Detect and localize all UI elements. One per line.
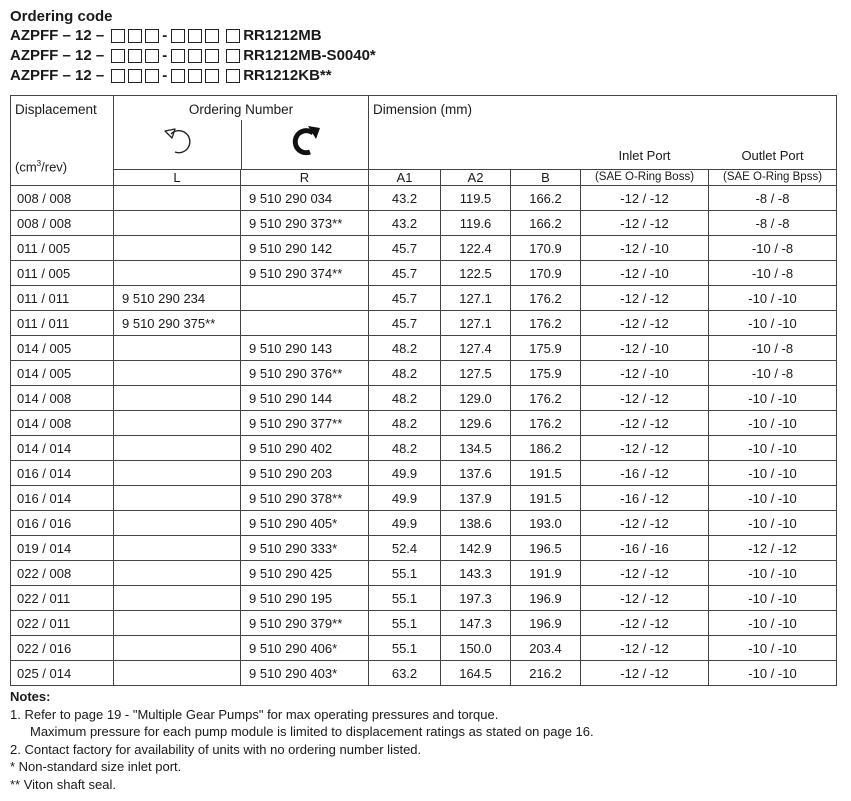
unit-pre: (cm: [15, 159, 37, 175]
outlet-port-label: Outlet Port: [741, 148, 804, 163]
cell-displacement: 011 / 005: [11, 236, 114, 261]
cell-ordering-R: 9 510 290 405*: [241, 511, 369, 536]
cell-A2: 127.1: [441, 311, 511, 336]
cell-displacement: 014 / 014: [11, 436, 114, 461]
cell-outlet-port: -10 / -10: [709, 611, 837, 636]
cell-A2: 137.6: [441, 461, 511, 486]
code-box: [226, 49, 240, 63]
cell-displacement: 014 / 008: [11, 386, 114, 411]
cell-B: 191.9: [511, 561, 581, 586]
cell-outlet-port: -8 / -8: [709, 211, 837, 236]
inlet-port-sub: (SAE O-Ring Boss): [594, 171, 695, 183]
table-row: [11, 411, 837, 436]
cell-displacement: 014 / 005: [11, 361, 114, 386]
table-row: [11, 661, 837, 686]
cell-A2: 197.3: [441, 586, 511, 611]
code-box: [171, 49, 185, 63]
cell-inlet-port: -12 / -10: [581, 361, 709, 386]
cell-A2: 164.5: [441, 661, 511, 686]
cell-A2: 127.4: [441, 336, 511, 361]
code-box: [128, 29, 142, 43]
cell-A1: 55.1: [369, 636, 441, 661]
ordering-code-line: [10, 66, 376, 86]
cell-ordering-R: 9 510 290 373**: [241, 211, 369, 236]
cell-B: 170.9: [511, 261, 581, 286]
cell-B: 193.0: [511, 511, 581, 536]
outlet-port-header: [709, 148, 837, 186]
table-row: [11, 336, 837, 361]
cell-displacement: 025 / 014: [11, 661, 114, 686]
code-box: [188, 29, 202, 43]
cell-B: 196.5: [511, 536, 581, 561]
table-row: [11, 386, 837, 411]
cell-ordering-L: [114, 536, 241, 561]
cell-inlet-port: -12 / -12: [581, 611, 709, 636]
cell-B: 166.2: [511, 211, 581, 236]
cell-A2: 142.9: [441, 536, 511, 561]
unit-sup: 3: [36, 159, 42, 168]
cell-outlet-port: -10 / -10: [709, 586, 837, 611]
cell-outlet-port: -10 / -10: [709, 486, 837, 511]
cell-A2: 127.1: [441, 286, 511, 311]
notes-title: Notes:: [10, 689, 51, 704]
code-box: [171, 29, 185, 43]
cell-ordering-L: [114, 636, 241, 661]
cell-B: 176.2: [511, 311, 581, 336]
cell-ordering-R: 9 510 290 374**: [241, 261, 369, 286]
cell-A1: 45.7: [369, 286, 441, 311]
cell-A1: 49.9: [369, 461, 441, 486]
cell-outlet-port: -10 / -10: [709, 636, 837, 661]
cell-outlet-port: -10 / -10: [709, 436, 837, 461]
table-row: [11, 636, 837, 661]
ordering-R-header: R: [241, 170, 369, 186]
displacement-unit: [15, 159, 113, 174]
cell-ordering-L: [114, 411, 241, 436]
cell-ordering-R: 9 510 290 034: [241, 186, 369, 211]
code-box: [128, 49, 142, 63]
cell-A2: 150.0: [441, 636, 511, 661]
cell-A1: 63.2: [369, 661, 441, 686]
cell-ordering-L: [114, 386, 241, 411]
code-prefix: AZPFF – 12 –: [10, 27, 105, 44]
cell-B: 166.2: [511, 186, 581, 211]
cell-displacement: 016 / 014: [11, 486, 114, 511]
cell-A1: 45.7: [369, 311, 441, 336]
cell-displacement: 016 / 016: [11, 511, 114, 536]
cell-ordering-R: 9 510 290 425: [241, 561, 369, 586]
cell-A2: 127.5: [441, 361, 511, 386]
cell-outlet-port: -10 / -10: [709, 286, 837, 311]
cell-ordering-L: [114, 461, 241, 486]
code-box: [188, 69, 202, 83]
cell-displacement: 019 / 014: [11, 536, 114, 561]
cell-outlet-port: -10 / -10: [709, 511, 837, 536]
ordering-number-header: [114, 96, 369, 170]
code-box: [128, 69, 142, 83]
code-box: [145, 29, 159, 43]
cell-inlet-port: -12 / -12: [581, 386, 709, 411]
code-dash: -: [162, 27, 168, 44]
cell-outlet-port: -10 / -10: [709, 661, 837, 686]
cell-outlet-port: -12 / -12: [709, 536, 837, 561]
cell-A1: 48.2: [369, 336, 441, 361]
cell-inlet-port: -12 / -12: [581, 436, 709, 461]
cell-outlet-port: -10 / -8: [709, 236, 837, 261]
dimension-label: Dimension (mm): [373, 102, 473, 117]
table-row: [11, 186, 837, 211]
cell-displacement: 016 / 014: [11, 461, 114, 486]
cell-ordering-R: [241, 286, 369, 311]
cell-displacement: 014 / 008: [11, 411, 114, 436]
table-row: [11, 361, 837, 386]
cell-ordering-R: [241, 311, 369, 336]
cell-outlet-port: -10 / -10: [709, 311, 837, 336]
cell-inlet-port: -12 / -12: [581, 586, 709, 611]
cell-B: 191.5: [511, 461, 581, 486]
cell-inlet-port: -12 / -12: [581, 286, 709, 311]
cell-B: 196.9: [511, 611, 581, 636]
cell-A1: 52.4: [369, 536, 441, 561]
cell-B: 203.4: [511, 636, 581, 661]
B-header: B: [511, 170, 581, 186]
cell-B: 175.9: [511, 336, 581, 361]
cell-A2: 147.3: [441, 611, 511, 636]
cell-A2: 122.5: [441, 261, 511, 286]
cell-outlet-port: -10 / -8: [709, 361, 837, 386]
ordering-code-header: [10, 8, 376, 86]
notes-section: [10, 688, 594, 793]
cell-A1: 55.1: [369, 561, 441, 586]
cell-inlet-port: -16 / -12: [581, 486, 709, 511]
note-line: 1. Refer to page 19 - "Multiple Gear Pumps" for max operating pressures and torque.: [10, 706, 499, 722]
code-box: [145, 69, 159, 83]
code-prefix: AZPFF – 12 –: [10, 67, 105, 84]
cell-B: 191.5: [511, 486, 581, 511]
table-row: [11, 561, 837, 586]
cell-A2: 129.6: [441, 411, 511, 436]
ordering-code-line: [10, 26, 376, 46]
displacement-label: Displacement: [15, 102, 97, 117]
code-suffix: RR1212MB-S0040*: [243, 47, 376, 64]
cell-ordering-R: 9 510 290 142: [241, 236, 369, 261]
cell-ordering-L: [114, 211, 241, 236]
cell-A2: 137.9: [441, 486, 511, 511]
cell-outlet-port: -10 / -8: [709, 261, 837, 286]
cell-displacement: 022 / 011: [11, 611, 114, 636]
cell-A2: 122.4: [441, 236, 511, 261]
cell-outlet-port: -10 / -10: [709, 411, 837, 436]
cell-B: 176.2: [511, 286, 581, 311]
A1-header: A1: [369, 170, 441, 186]
cell-ordering-L: 9 510 290 234: [114, 286, 241, 311]
clockwise-rotation-icon: [289, 123, 323, 157]
code-dash: -: [162, 47, 168, 64]
cell-inlet-port: -12 / -10: [581, 261, 709, 286]
cell-ordering-R: 9 510 290 402: [241, 436, 369, 461]
displacement-header: [11, 96, 114, 186]
cell-ordering-L: [114, 561, 241, 586]
cell-A1: 48.2: [369, 361, 441, 386]
cell-inlet-port: -12 / -12: [581, 311, 709, 336]
cell-ordering-L: [114, 436, 241, 461]
cell-inlet-port: -12 / -12: [581, 561, 709, 586]
note-line: Maximum pressure for each pump module is limited to displacement ratings as stated on page 16.: [30, 724, 594, 739]
code-box: [205, 69, 219, 83]
ordering-code-line: [10, 46, 376, 66]
cell-inlet-port: -12 / -12: [581, 636, 709, 661]
cell-ordering-L: [114, 611, 241, 636]
code-box: [188, 49, 202, 63]
cell-inlet-port: -12 / -10: [581, 236, 709, 261]
code-box: [111, 29, 125, 43]
cell-ordering-L: [114, 586, 241, 611]
table-row: [11, 211, 837, 236]
code-box: [111, 69, 125, 83]
cell-ordering-L: [114, 336, 241, 361]
code-prefix: AZPFF – 12 –: [10, 47, 105, 64]
cell-displacement: 014 / 005: [11, 336, 114, 361]
cell-B: 175.9: [511, 361, 581, 386]
table-row: [11, 286, 837, 311]
cell-displacement: 022 / 011: [11, 586, 114, 611]
cell-ordering-L: [114, 236, 241, 261]
note-line: ** Viton shaft seal.: [10, 776, 116, 792]
table-row: [11, 436, 837, 461]
note-line: 2. Contact factory for availability of units with no ordering number listed.: [10, 741, 422, 757]
cell-B: 216.2: [511, 661, 581, 686]
cell-ordering-R: 9 510 290 403*: [241, 661, 369, 686]
table-row: [11, 586, 837, 611]
cell-ordering-R: 9 510 290 377**: [241, 411, 369, 436]
cell-displacement: 008 / 008: [11, 211, 114, 236]
cell-inlet-port: -12 / -12: [581, 661, 709, 686]
cell-displacement: 011 / 011: [11, 286, 114, 311]
code-box: [205, 49, 219, 63]
cell-A1: 48.2: [369, 436, 441, 461]
cell-displacement: 022 / 016: [11, 636, 114, 661]
cell-inlet-port: -12 / -12: [581, 211, 709, 236]
cell-displacement: 022 / 008: [11, 561, 114, 586]
cell-ordering-L: [114, 186, 241, 211]
cell-A1: 49.9: [369, 511, 441, 536]
outlet-port-sub: (SAE O-Ring Bpss): [722, 171, 823, 183]
cell-A2: 143.3: [441, 561, 511, 586]
cell-ordering-R: 9 510 290 143: [241, 336, 369, 361]
cell-A2: 129.0: [441, 386, 511, 411]
code-box: [111, 49, 125, 63]
cell-A1: 43.2: [369, 186, 441, 211]
cell-A1: 45.7: [369, 261, 441, 286]
cell-ordering-R: 9 510 290 144: [241, 386, 369, 411]
code-suffix: RR1212KB**: [243, 67, 332, 84]
code-box: [226, 29, 240, 43]
cell-displacement: 011 / 011: [11, 311, 114, 336]
cell-ordering-R: 9 510 290 203: [241, 461, 369, 486]
cell-inlet-port: -16 / -16: [581, 536, 709, 561]
cell-outlet-port: -10 / -8: [709, 336, 837, 361]
table-row: [11, 236, 837, 261]
cell-A1: 49.9: [369, 486, 441, 511]
counterclockwise-rotation-icon: [164, 123, 194, 155]
cell-ordering-R: 9 510 290 333*: [241, 536, 369, 561]
cell-A1: 55.1: [369, 611, 441, 636]
code-suffix: RR1212MB: [243, 27, 322, 44]
cell-ordering-R: 9 510 290 378**: [241, 486, 369, 511]
cell-A1: 48.2: [369, 411, 441, 436]
ordering-L-header: L: [114, 170, 241, 186]
cell-ordering-R: 9 510 290 379**: [241, 611, 369, 636]
cell-A2: 119.5: [441, 186, 511, 211]
cell-A2: 119.6: [441, 211, 511, 236]
table-row: [11, 511, 837, 536]
A2-header: A2: [441, 170, 511, 186]
cell-ordering-L: [114, 486, 241, 511]
cell-inlet-port: -12 / -12: [581, 411, 709, 436]
cell-displacement: 011 / 005: [11, 261, 114, 286]
cell-B: 196.9: [511, 586, 581, 611]
cell-A2: 138.6: [441, 511, 511, 536]
table-row: [11, 311, 837, 336]
cell-A2: 134.5: [441, 436, 511, 461]
cell-A1: 55.1: [369, 586, 441, 611]
ordering-table: [10, 95, 837, 686]
cell-ordering-R: 9 510 290 376**: [241, 361, 369, 386]
inlet-port-header: [581, 148, 709, 186]
ordering-code-title: Ordering code: [10, 8, 113, 25]
unit-post: /rev): [41, 159, 68, 175]
cell-B: 170.9: [511, 236, 581, 261]
cell-ordering-R: 9 510 290 195: [241, 586, 369, 611]
table-row: [11, 536, 837, 561]
code-dash: -: [162, 67, 168, 84]
code-box: [205, 29, 219, 43]
cell-ordering-L: [114, 361, 241, 386]
table-row: [11, 461, 837, 486]
cell-displacement: 008 / 008: [11, 186, 114, 211]
cell-inlet-port: -16 / -12: [581, 461, 709, 486]
cell-B: 176.2: [511, 386, 581, 411]
cell-B: 176.2: [511, 411, 581, 436]
cell-A1: 45.7: [369, 236, 441, 261]
cell-A1: 43.2: [369, 211, 441, 236]
table-row: [11, 486, 837, 511]
cell-ordering-L: [114, 661, 241, 686]
table-row: [11, 261, 837, 286]
code-box: [145, 49, 159, 63]
cell-ordering-L: 9 510 290 375**: [114, 311, 241, 336]
cell-B: 186.2: [511, 436, 581, 461]
ordering-number-label: Ordering Number: [188, 102, 294, 117]
code-box: [226, 69, 240, 83]
cell-outlet-port: -8 / -8: [709, 186, 837, 211]
cell-A1: 48.2: [369, 386, 441, 411]
cell-ordering-L: [114, 261, 241, 286]
cell-inlet-port: -12 / -10: [581, 336, 709, 361]
cell-ordering-L: [114, 511, 241, 536]
cell-outlet-port: -10 / -10: [709, 386, 837, 411]
table-row: [11, 611, 837, 636]
cell-ordering-R: 9 510 290 406*: [241, 636, 369, 661]
inlet-port-label: Inlet Port: [618, 148, 671, 163]
cell-inlet-port: -12 / -12: [581, 186, 709, 211]
code-box: [171, 69, 185, 83]
cell-inlet-port: -12 / -12: [581, 511, 709, 536]
cell-outlet-port: -10 / -10: [709, 561, 837, 586]
cell-outlet-port: -10 / -10: [709, 461, 837, 486]
note-line: * Non-standard size inlet port.: [10, 759, 182, 774]
